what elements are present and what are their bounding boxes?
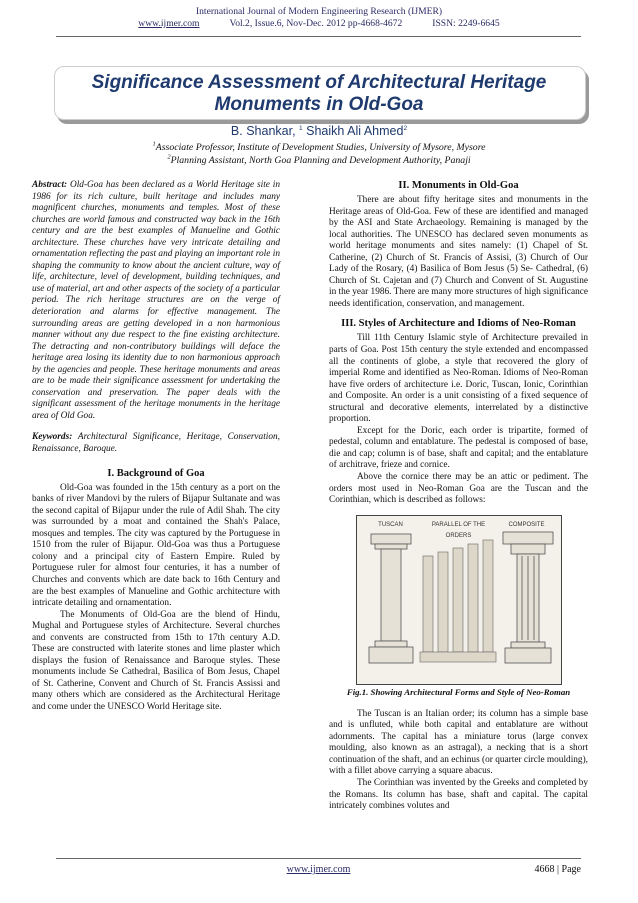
journal-name: International Journal of Modern Engineering Research (IJMER) <box>195 6 443 17</box>
section-3-paragraph-4: The Tuscan is an Italian order; its column has a simple base and is unfluted, while both capital and entablature are without adornments. The capital has a miniature torus (large convex moulding, also known as an astragal), a necking that is a short continuation of the shaft, and an echinus (or quarter circle moulding), with a fillet above carrying a square abacus. <box>329 708 588 777</box>
section-3-paragraph-3: Above the cornice there may be an attic or pediment. The orders most used in Neo-Roman Goa are the Tuscan and the Corinthian, which is described as follows: <box>329 472 588 506</box>
section-3-paragraph-2: Except for the Doric, each order is tripartite, formed of pedestal, column and entablature. The pedestal is composed of base, die and cap; column is of base, shaft and capital; and the entablature of architrave, frieze and cornice. <box>329 425 588 471</box>
figure-label-parallel: PARALLEL OF THE ORDERS <box>431 521 486 540</box>
journal-url[interactable]: www.ijmer.com <box>138 18 200 29</box>
abstract-label: Abstract: <box>32 180 68 190</box>
author-1-sup: 1 <box>299 124 303 132</box>
journal-volume: Vol.2, Issue.6, Nov-Dec. 2012 pp-4668-4672 <box>229 18 403 29</box>
authors-line <box>0 124 638 138</box>
figure-caption: Fig.1. Showing Architectural Forms and Style of Neo-Roman <box>346 686 571 697</box>
keywords-label: Keywords: <box>32 432 73 443</box>
affiliation-1: $^1$Associate Professor, Institute of Development Studies, University of Mysore, Mysore <box>152 140 486 153</box>
column-orders-illustration <box>357 528 561 668</box>
section-2-paragraph-1: There are about fifty heritage sites and monuments in the Heritage areas of Old-Goa. Few of these are identified and managed by the ASI and State Archaeology. Remaining is managed by the local authorities. The UNESCO has declared seven monuments as world heritage monuments and sites namely: (1) Chapel of St. Catherine, (2) Church of St. Francis of Assisi, (3) Church of Our Lady of the Rosary, (4) Basilica of Bom Jesus (5) Se- Cathedral, (6) Church of St. Cajetan and (7) Church and Convent of St. Augustine in the year 1986. There are many more structures of high significance needs identification, conservation, and management. <box>329 195 589 309</box>
abstract-text: Old-Goa has been declared as a World Heritage site in 1986 for its rich culture, built heritage and includes many magnificent churches, monuments and temples. Most of these churches are world famous and constructed way back in the 16th century and are the best examples of Manueline and Gothic architecture. These churches have very intricate detailing and ornamentation reflecting the past and playing an important role in shaping the community to know about the ancient culture, way of life, architecture, level of development, building techniques, and use of material, art and other aspects of the society of a particular period. The rich heritage structures are on the verge of deterioration and alarms for effective management. The surrounding areas are getting developed in a non harmonious manner without any due respect to the fine existing architecture. The detracting and non-contributory buildings will deface the heritage area losing its identity due to non harmonious approach by the agencies and people. These heritage monuments and areas are to be made their significance assessment for undertaking the conservation and preservation. The paper deals with the significant assessment of the heritage monuments in the heritage area of Old Goa. <box>32 180 281 421</box>
footer-divider <box>56 858 581 859</box>
footer-url[interactable]: www.ijmer.com <box>286 864 351 875</box>
figure-architectural-orders <box>356 515 562 685</box>
keywords <box>32 432 280 455</box>
header-divider <box>56 36 581 37</box>
section-3-heading: III. Styles of Architecture and Idioms of Neo-Roman <box>341 318 576 330</box>
journal-header <box>0 6 638 30</box>
author-2-sup: 2 <box>403 124 408 132</box>
figure-label-tuscan: TUSCAN <box>378 521 403 528</box>
paper-title: Significance Assessment of Architectural Heritage Monuments in Old-Goa <box>91 72 547 115</box>
author-2: Shaikh Ali Ahmed <box>306 124 404 138</box>
section-2-heading: II. Monuments in Old-Goa <box>398 180 519 191</box>
keywords-text: Architectural Significance, Heritage, Conservation, Renaissance, Baroque. <box>32 432 280 455</box>
right-column <box>329 180 588 813</box>
page-number: 4668 | Page <box>534 864 581 875</box>
affiliation-2: $^2$Planning Assistant, North Goa Planning and Development Authority, Panaji <box>167 153 471 166</box>
left-column <box>32 180 280 714</box>
affiliation-1-sup: 1 <box>152 140 156 148</box>
section-1-paragraph-2: The Monuments of Old-Goa are the blend of Hindu, Mughal and Portuguese styles of Architecture. Several churches and convents are constructed from 15th to 17th century A.D. These are constructed with laterite stones and lime plaster which displays the fusion of Renaissance and Baroque styles. These monuments include Se Cathedral, Basilica of Bom Jesus, Chapel of St. Catherine, Convent and Church of St. Francis Assissi and many others which are considered as the Architectural Heritage and come under the UNESCO World Heritage site. <box>32 609 280 712</box>
section-3-paragraph-5: The Corinthian was invented by the Greeks and completed by the Romans. Its column has base, shaft and capital. The capital intricately combines volutes and <box>329 777 588 812</box>
author-1: B. Shankar, <box>230 124 296 138</box>
abstract <box>32 180 280 422</box>
section-1-heading: I. Background of Goa <box>107 467 205 479</box>
figure-label-composite: COMPOSITE <box>508 521 545 528</box>
section-1-paragraph-1: Old-Goa was founded in the 15th century as a port on the banks of river Mandovi by the rulers of Bijapur Sultanate and was the second capital of Bijapur under the rule of Adil Shah. The city was surrounded by a moat and contained the Shah's Palace, mosques and temples. The city was captured by the Portuguese in 1510 from the ruler of Bijapur. Old-Goa was thus a Portuguese colony and a principal city of Eastern Empire. Ruled by Portuguese ruler for almost four centuries, it has a number of Churches and convents which are date back to 16th Century and are the best examples of Manueline and Gothic architecture with intricate detailing and ornamentation. <box>32 482 280 609</box>
affiliation-2-sup: 2 <box>167 153 171 161</box>
journal-issn: ISSN: 2249-6645 <box>432 18 500 29</box>
section-3-paragraph-1: Till 11th Century Islamic style of Architecture prevailed in parts of Goa. Post 15th century the style extended and encompassed all the continents of globe, a style that recovered the glory of imperial Rome and identified as Neo-Roman. Idioms of Neo-Roman have five orders of architecture i.e. Doric, Tuscan, Ionic, Corinthian and Composite. An order is a unit consisting of a fixed sequence of structural and decorative elements, interrelated by a distinctive proportion. <box>329 333 588 425</box>
